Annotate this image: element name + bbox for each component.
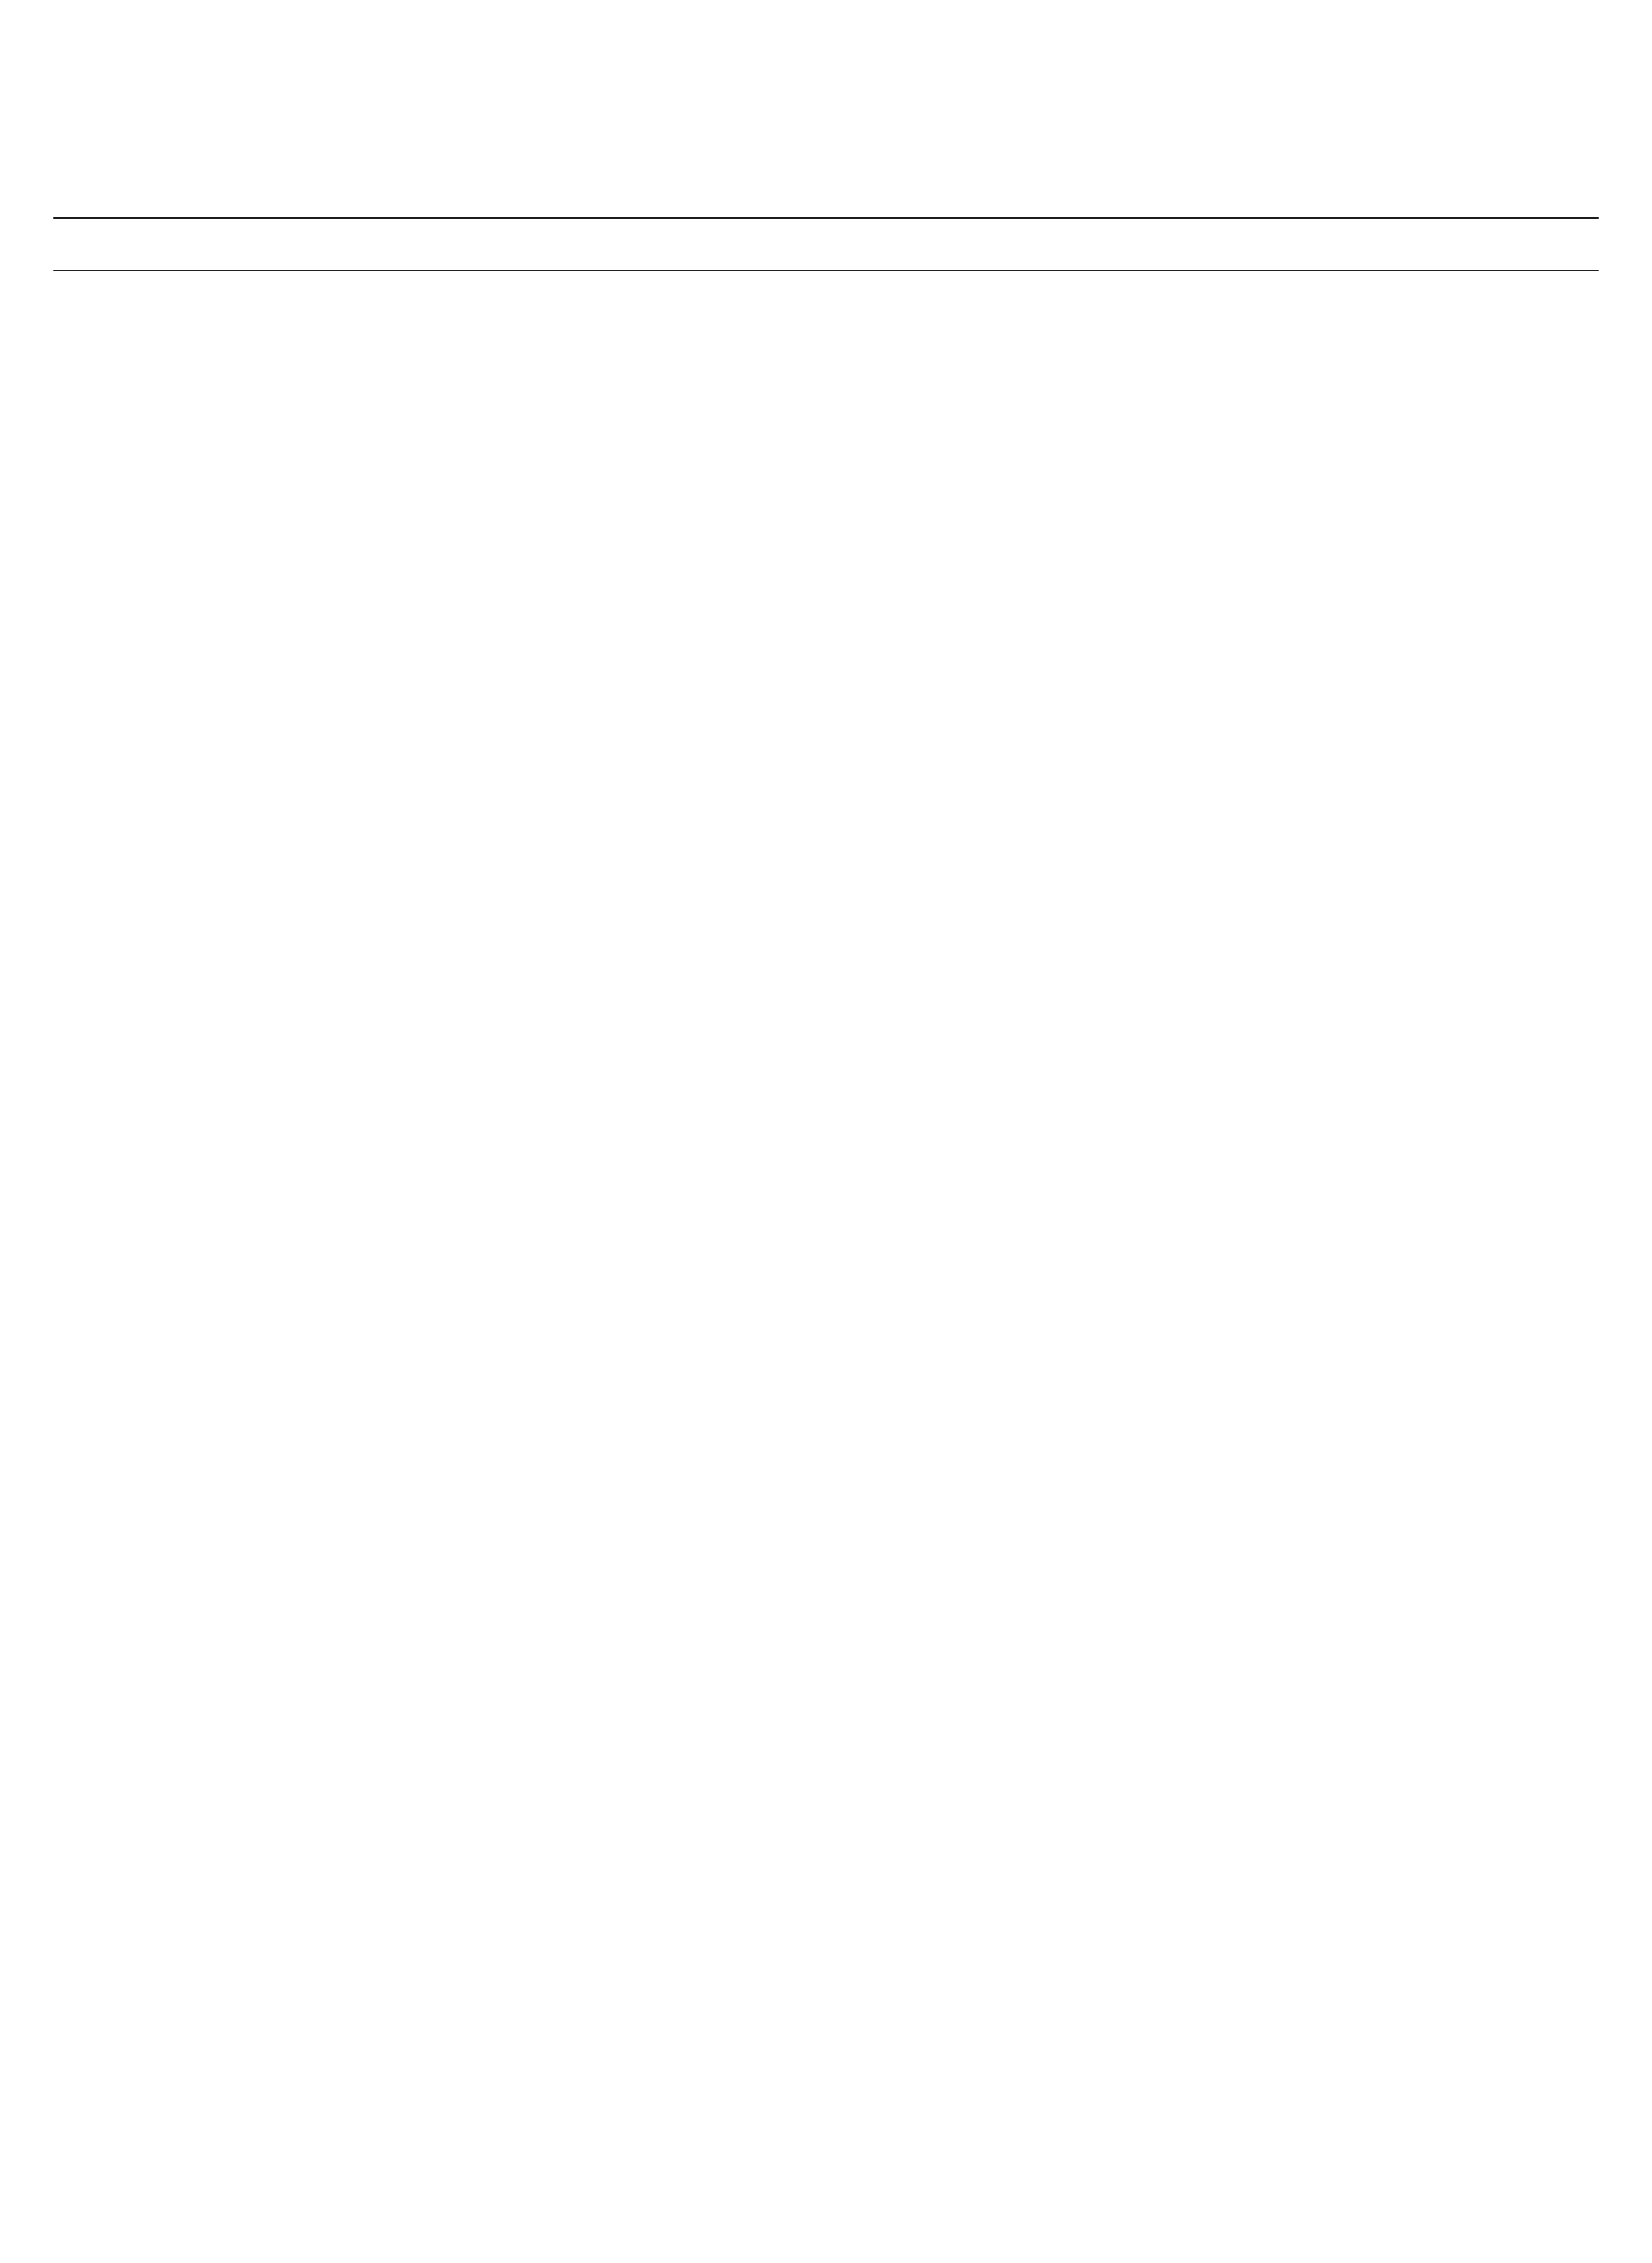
letter	[1004, 429, 1284, 437]
letter-signatures	[1004, 429, 1284, 437]
letter-signature	[53, 320, 334, 329]
letter	[53, 429, 334, 437]
letter	[687, 357, 968, 383]
letter	[1004, 501, 1284, 510]
letter-signature	[1321, 320, 1599, 329]
letter-signature	[53, 393, 334, 401]
subsection-bar	[53, 226, 1599, 272]
letter-signature	[370, 320, 651, 329]
letter	[687, 411, 968, 420]
letter	[687, 320, 968, 329]
letter-signature	[1321, 357, 1599, 365]
letter	[687, 448, 968, 456]
letter-signature	[1004, 429, 1284, 437]
letter-signatures	[687, 448, 968, 456]
letter-signatures	[53, 465, 334, 473]
letter-signature	[1321, 393, 1599, 401]
letter	[1004, 357, 1284, 365]
letter-signature	[1004, 320, 1284, 329]
letter-signatures	[53, 429, 334, 437]
subsection-rule	[53, 270, 1599, 271]
letter-signatures	[687, 357, 968, 383]
letter	[53, 393, 334, 401]
letter	[1321, 320, 1599, 329]
letter-signature	[687, 411, 968, 420]
column-3	[687, 299, 968, 2263]
column-4	[1004, 299, 1284, 2263]
letter-signatures	[1004, 393, 1284, 401]
letter	[370, 357, 651, 365]
letter	[1321, 357, 1599, 365]
letter-signature	[687, 375, 968, 383]
letter-signatures	[687, 411, 968, 420]
column-2	[370, 299, 651, 2263]
column-1	[53, 299, 334, 2263]
letter-signatures	[370, 320, 651, 329]
letter-signatures	[370, 357, 651, 365]
letter-signatures	[1321, 393, 1599, 401]
letter-signature	[1004, 357, 1284, 365]
letter-signature	[687, 448, 968, 456]
letter-signature	[687, 357, 968, 365]
letter-signature	[53, 357, 334, 365]
letter-signatures	[1004, 501, 1284, 510]
letter	[53, 320, 334, 329]
letter-signatures	[1004, 320, 1284, 329]
letter-signature	[53, 429, 334, 437]
letter	[1004, 320, 1284, 329]
letter-signatures	[687, 320, 968, 329]
letter-signature	[1004, 465, 1284, 473]
letter-signature	[687, 366, 968, 374]
masthead	[53, 122, 1599, 226]
letter-signature	[53, 465, 334, 473]
letter	[53, 357, 334, 365]
masthead-rule	[53, 217, 1599, 219]
letter-signature	[1004, 501, 1284, 510]
letter-signature	[1004, 393, 1284, 401]
letter-signatures	[53, 320, 334, 329]
letter-signatures	[1004, 357, 1284, 365]
letter-signatures	[53, 357, 334, 365]
column-5	[1321, 299, 1599, 2263]
letter	[1321, 393, 1599, 401]
letter-signatures	[1321, 357, 1599, 365]
letter-signatures	[1321, 320, 1599, 329]
letter-signatures	[370, 393, 651, 401]
letter	[53, 465, 334, 473]
letter-signatures	[1004, 465, 1284, 473]
letter	[370, 393, 651, 401]
letter	[1004, 393, 1284, 401]
letter-signature	[687, 320, 968, 329]
letter-signatures	[53, 393, 334, 401]
letter	[370, 320, 651, 329]
letter	[1004, 465, 1284, 473]
letter-signature	[370, 393, 651, 401]
letters-columns	[53, 299, 1599, 2263]
letter-signature	[370, 357, 651, 365]
